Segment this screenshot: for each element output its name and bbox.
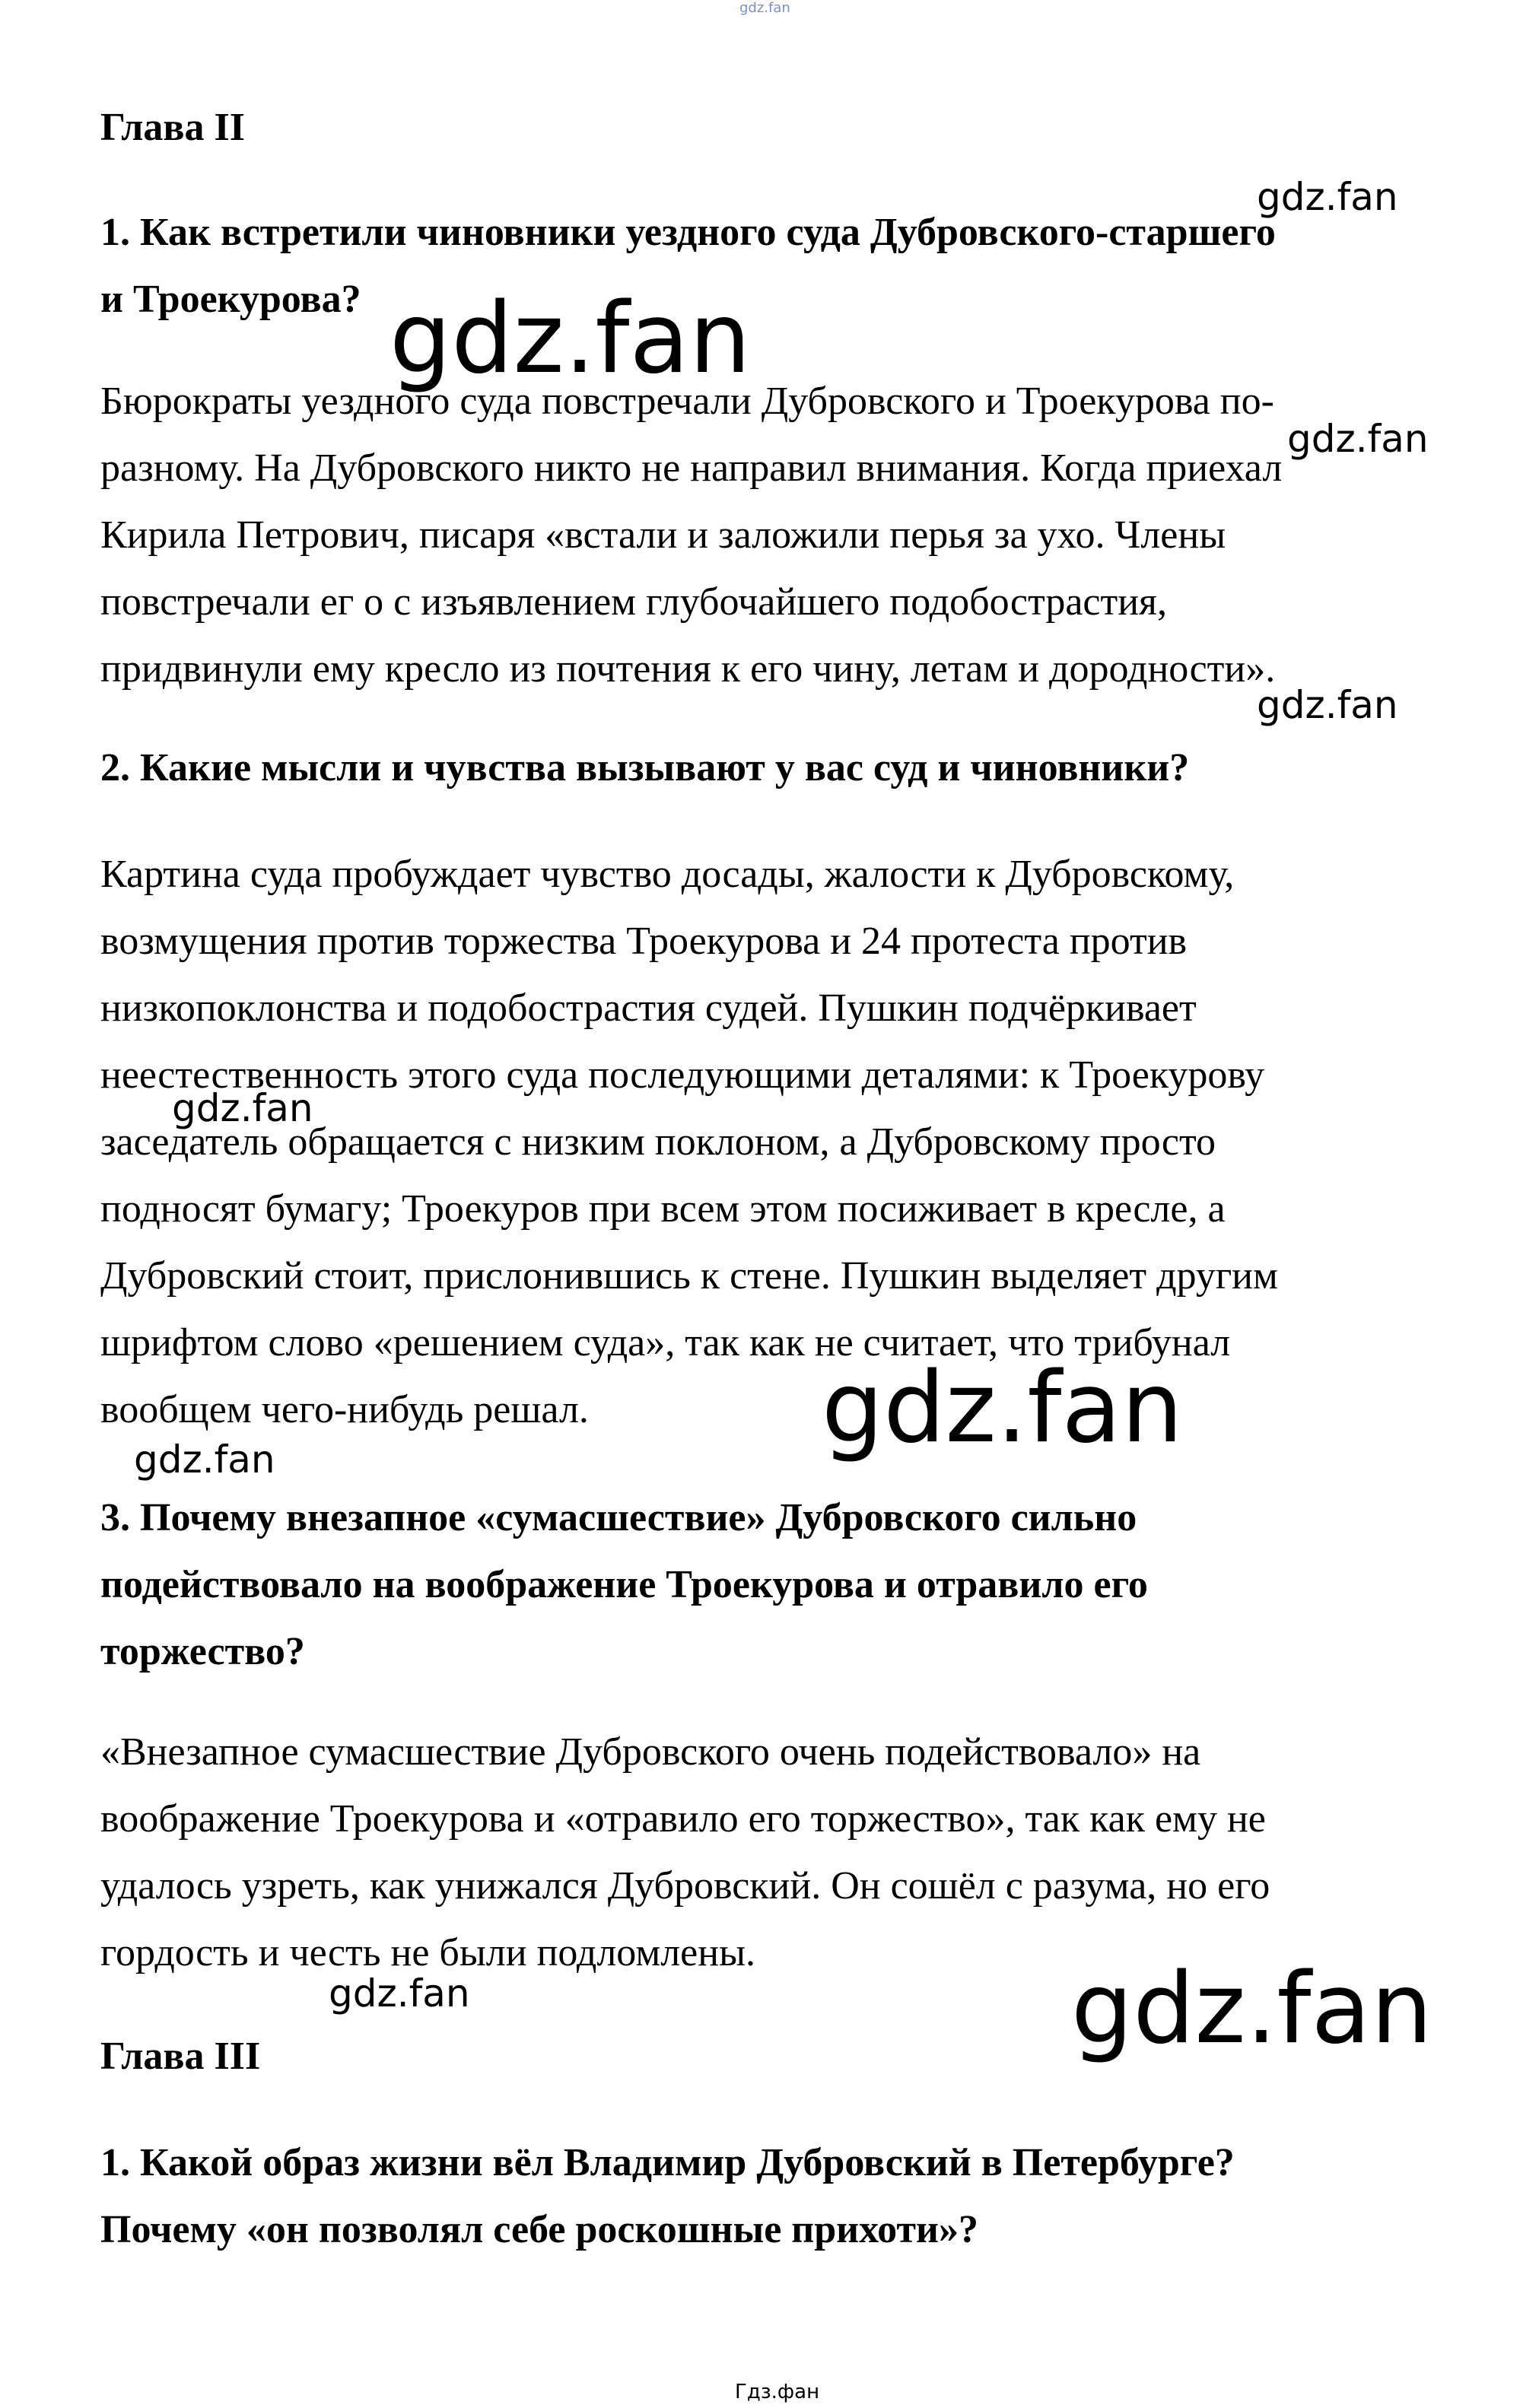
question-line: 2. Какие мысли и чувства вызывают у вас суд и чиновники? — [100, 746, 1190, 789]
watermark: gdz.fan — [172, 1086, 313, 1130]
question-line: и Троекурова? — [100, 278, 361, 321]
answer-line: воображение Троекурова и «отравило его торжество», так как ему не — [100, 1797, 1266, 1841]
answer-line: подносят бумагу; Троекуров при всем этом посиживает в кресле, а — [100, 1187, 1226, 1231]
chapter-3-title: Глава III — [100, 2035, 261, 2078]
answer-line: разному. На Дубровского никто не направил внимания. Когда приехал — [100, 446, 1283, 490]
answer-line: неестественность этого суда последующими деталями: к Троекурову — [100, 1053, 1265, 1097]
answer-line: заседатель обращается с низким поклоном, а Дубровскому просто — [100, 1120, 1216, 1164]
answer-line: повстречали ег о с изъявлением глубочайшего подобострастия, — [100, 580, 1167, 624]
question-line: подействовало на воображение Троекурова и отравило его — [100, 1563, 1148, 1606]
answer-line: Картина суда пробуждает чувство досады, жалости к Дубровскому, — [100, 853, 1235, 896]
question-line: торжество? — [100, 1630, 305, 1673]
answer-2-1 — [100, 368, 1282, 703]
answer-line: Кирила Петрович, писаря «встали и заложили перья за ухо. Члены — [100, 513, 1226, 557]
header-watermark: gdz.fan — [739, 0, 790, 16]
question-3-1 — [100, 2130, 1235, 2263]
watermark: gdz.fan — [1071, 1952, 1432, 2066]
watermark: gdz.fan — [329, 1971, 470, 2016]
question-line: 1. Какой образ жизни вёл Владимир Дубровский в Петербурге? — [100, 2141, 1235, 2184]
answer-line: гордость и честь не были подломлены. — [100, 1931, 756, 1974]
answer-line: Бюрократы уездного суда повстречали Дубровского и Троекурова по- — [100, 380, 1274, 423]
answer-line: удалось узреть, как унижался Дубровский. Он сошёл с разума, но его — [100, 1864, 1270, 1908]
watermark: gdz.fan — [1257, 175, 1398, 219]
answer-line: шрифтом слово «решением суда», так как не считает, что трибунал — [100, 1321, 1231, 1364]
chapter-2-title: Глава II — [100, 106, 245, 149]
answer-2-3 — [100, 1719, 1270, 1987]
answer-line: придвинули ему кресло из почтения к его чину, летам и дородности». — [100, 647, 1276, 691]
answer-line: возмущения против торжества Троекурова и 24 протеста против — [100, 920, 1188, 963]
footer-watermark: Гдз.фан — [735, 2381, 820, 2403]
question-line: Почему «он позволял себе роскошные прихоти»? — [100, 2208, 978, 2251]
answer-line: «Внезапное сумасшествие Дубровского очень подействовало» на — [100, 1730, 1201, 1774]
watermark: gdz.fan — [390, 282, 751, 396]
question-2-2 — [100, 735, 1189, 802]
answer-line: вообщем чего-нибудь решал. — [100, 1388, 589, 1431]
watermark: gdz.fan — [1257, 683, 1398, 727]
watermark: gdz.fan — [822, 1352, 1183, 1465]
answer-line: Дубровский стоит, прислонившись к стене. Пушкин выделяет другим — [100, 1254, 1278, 1298]
question-line: 1. Как встретили чиновники уездного суда Дубровского-старшего — [100, 211, 1276, 254]
answer-line: низкопоклонства и подобострастия судей. Пушкин подчёркивает — [100, 986, 1197, 1030]
watermark: gdz.fan — [1287, 417, 1429, 461]
watermark: gdz.fan — [134, 1437, 275, 1482]
question-line: 3. Почему внезапное «сумасшествие» Дубровского сильно — [100, 1496, 1137, 1539]
question-2-3 — [100, 1485, 1148, 1685]
